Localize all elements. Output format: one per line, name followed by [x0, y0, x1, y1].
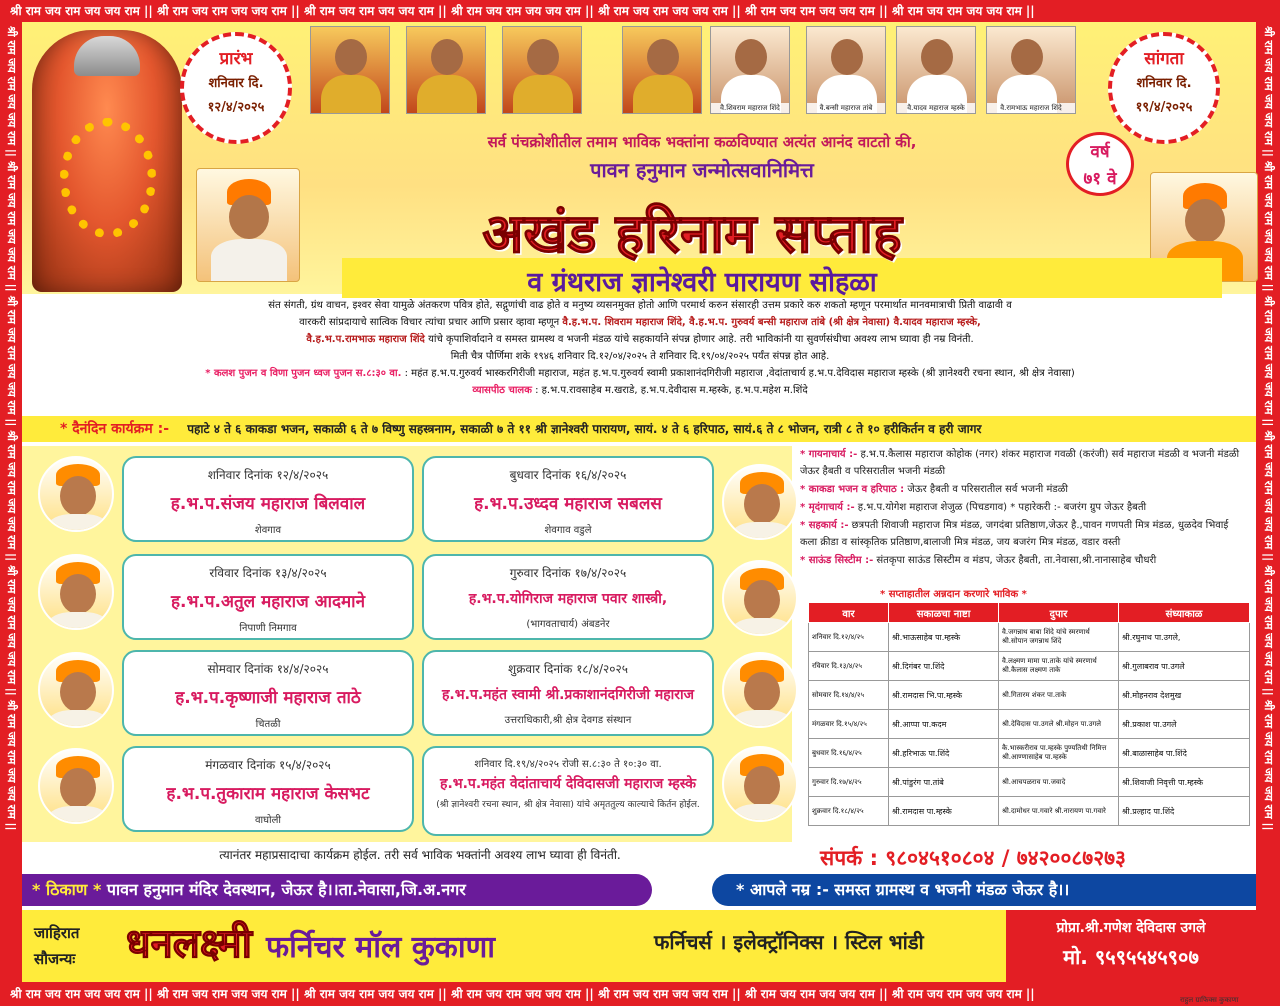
venue-label: * ठिकाण * [32, 880, 102, 899]
border-text: श्री राम जय राम जय जय राम || [10, 4, 153, 18]
start-label: प्रारंभ [219, 49, 253, 69]
donor-table [808, 602, 1250, 826]
schedule-card: सोमवार दिनांक १४/४/२०२५ ह.भ.प.कृष्णाजी महाराज ताठे चितळी [122, 650, 414, 736]
saint-photo: वै.यादव महाराज म्हस्के [896, 26, 976, 114]
border-text: श्री राम जय राम जय जय राम || [891, 4, 1035, 18]
info-row: * काकडा भजन व हरिपाठ : जेऊर हैबती व परिसरातील सर्व भजनी मंडळी [800, 484, 1068, 495]
intro-text: सर्व पंचक्रोशीतील तमाम भाविक भक्तांना कळविण्यात अत्यंत आनंद वाटतो की, [487, 133, 917, 151]
border-text: श्री राम जय राम जय जय राम || [450, 4, 594, 18]
border-text: श्री राम जय राम जय जय राम || [303, 987, 447, 1001]
business-products: फर्निचर्स । इलेक्ट्रॉनिक्स । स्टिल भांडी [654, 930, 924, 954]
designer-credit: राहुल ग्राफिक्स कुकाणा [1180, 996, 1239, 1004]
desc-line: * कलश पुजन व विणा पुजन ध्वज पुजन स.८:३० वा. : महंत ह.भ.प.गुरुवर्य भास्करगिरीजी महाराज, महंत ह.भ.प.गुरुवर्य स्वामी प्रकाशानंदगिरीजी महाराज ,वेदांताचार्य ह.भ.प.देविदास महाराज म्हस्के (श्री ज्ञानेश्वरी रचना स्थान, श्री क्षेत्र नेवासा) [205, 368, 1075, 379]
border-text: श्री राम जय राम जय जय राम || [10, 987, 153, 1001]
saint-photo [406, 26, 486, 114]
desc-line: व्यासपीठ चालक : ह.भ.प.रावसाहेब म.खराडे, ह.भ.प.देवीदास म.म्हस्के, ह.भ.प.महेश म.शिंदे [472, 385, 808, 396]
start-day: शनिवार दि. [208, 76, 264, 91]
speaker-photo [722, 652, 798, 728]
sponsor-label: जाहिरात सौजन्यः [34, 924, 80, 968]
maharaj-portrait [196, 168, 300, 282]
saint-photo: वै.बन्सी महाराज तांबे [806, 26, 886, 114]
speaker-photo [722, 560, 798, 636]
table-row: बुधवार दि.१६/४/२५ श्री.हरिभाऊ पा.शिंदे कै.भास्करीराव पा.म्हस्के पुण्यतिथी निमित्त श्री.आण्णासाहेब पा.म्हस्के श्री.बाळासाहेब पा.शिंदे [809, 739, 1250, 768]
organizers-banner: * आपले नम्र :- समस्त ग्रामस्थ व भजनी मंडळ जेऊर है।। [712, 874, 1256, 906]
desc-line: संत संगती, ग्रंथ वाचन, इश्वर सेवा यामुळे अंतकरण पवित्र होते, सद्गुणांची वाढ होते व मनुष्य व्यसनमुक्त होतो आणि परमार्थ करुन संसारही उत्तम प्रकारे करु शकतो म्हणून परमार्थात मानवमात्राची प्रिती वाढावी व [268, 300, 1012, 311]
column-header: दुपार [999, 603, 1119, 623]
start-date: १२/४/२०२५ [207, 100, 265, 115]
year-label: वर्ष [1090, 142, 1110, 162]
speaker-photo [722, 746, 798, 822]
schedule-card: शुक्रवार दिनांक १८/४/२०२५ ह.भ.प.महंत स्वामी श्री.प्रकाशानंदगिरीजी महाराज उत्तराधिकारी,श्री क्षेत्र देवगड संस्थान [422, 650, 714, 736]
business-subname: फर्निचर मॉल कुकाणा [265, 930, 496, 965]
daily-program-band [22, 416, 1256, 442]
business-name: धनलक्ष्मी फर्निचर मॉल कुकाणा [126, 920, 496, 967]
border-text: श्री राम जय राम जय जय राम || [744, 987, 888, 1001]
border-bottom [0, 982, 1280, 1006]
table-row: गुरुवार दि.१७/४/२५ श्री.पांडुरंग पा.तांबे श्री.आचपळराव पा.जवादे श्री.शिवाजी निवृत्ती पा.म्हस्के [809, 768, 1250, 797]
venue-text: पावन हनुमान मंदिर देवस्थान, जेऊर है।।ता.नेवासा,जि.अ.नगर [106, 880, 466, 899]
schedule-card: शनिवार दि.१९/४/२०२५ रोजी स.८:३० ते १०:३० वा. ह.भ.प.महंत वेदांताचार्य देविदासजी महाराज म्हस्के (श्री ज्ञानेश्वरी रचना स्थान, श्री क्षेत्र नेवासा) यांचे अमृततुल्य काल्याचे किर्तन होईल. [422, 746, 714, 836]
border-text: श्री राम जय राम जय जय राम || श्री राम जय राम जय जय राम || श्री राम जय राम जय जय राम || श्री राम जय राम जय जय राम || श्री राम जय राम जय जय राम || श्री राम जय राम जय जय राम || [1262, 26, 1275, 831]
venue-banner [22, 874, 652, 906]
daily-text: पहाटे ४ ते ६ काकडा भजन, सकाळी ६ ते ७ विष्णु सहस्त्रनाम, सकाळी ७ ते ११ श्री ज्ञानेश्वरी पारायण, सायं. ४ ते ६ हरिपाठ, सायं.६ ते ८ भोजन, रात्री ८ ते १० हरीकिर्तन व हरी जागर [187, 422, 982, 436]
column-header: संध्याकाळ [1119, 603, 1250, 623]
table-header-row [809, 603, 1250, 623]
schedule-card: बुधवार दिनांक १६/४/२०२५ ह.भ.प.उध्दव महाराज सबलस शेवगाव वडुले [422, 456, 714, 542]
main-title: अखंड हरिनाम सप्ताह [482, 201, 902, 265]
table-row: रविवार दि.१३/४/२५ श्री.दिगंबर पा.शिंदे वै.लक्ष्मण मामा पा.ताके यांचे स्मरणार्थ श्री.कैलास लक्ष्मण ताके श्री.गुलाबराव पा.उगले [809, 652, 1250, 681]
speaker-photo [38, 456, 114, 532]
border-text: श्री राम जय राम जय जय राम || [891, 987, 1035, 1001]
column-header: वार [809, 603, 889, 623]
saint-photo: वै.रामभाऊ महाराज शिंदे [986, 26, 1076, 114]
border-text: श्री राम जय राम जय जय राम || श्री राम जय राम जय जय राम || श्री राम जय राम जय जय राम || श्री राम जय राम जय जय राम || श्री राम जय राम जय जय राम || श्री राम जय राम जय जय राम || [5, 26, 18, 831]
end-date-badge [1108, 32, 1220, 144]
saints-photo-strip [310, 26, 1100, 116]
border-text: श्री राम जय राम जय जय राम || [597, 4, 741, 18]
crown-shape [74, 36, 140, 76]
info-row: * साऊंड सिस्टीम :- संतकृपा साऊंड सिस्टीम व मंडप, जेऊर हैबती, ता.नेवासा,श्री.नानासाहेब चौधरी [800, 555, 1157, 566]
proprietor-mobile: मो. ९५९५५४५९०७ [1063, 945, 1199, 969]
header-panel [22, 22, 1256, 298]
table-row: शनिवार दि.१२/४/२५ श्री.भाऊसाहेब पा.म्हस्के वै.जगन्नाथ बाबा शिंदे यांचे स्मरणार्थ श्री.सोपान जगन्नाथ शिंदे श्री.रघुनाथ पा.उगले, [809, 623, 1250, 652]
speaker-photo [38, 748, 114, 824]
table-row: शुक्रवार दि.१८/४/२५ श्री.रामदास पा.म्हस्के श्री.दामोधर पा.गवारे श्री.नारायण पा.गवारे श्री.प्रल्हाद पा.शिंदे [809, 797, 1250, 826]
kirtan-schedule [22, 446, 792, 842]
border-text: श्री राम जय राम जय जय राम || [450, 987, 594, 1001]
info-row: * सहकार्य :- छत्रपती शिवाजी महाराज मित्र मंडळ, जगदंबा प्रतिष्ठाण,जेऊर है.,पावन गणपती मित्र मंडळ, धुळदेव भिवाई कला क्रीडा व सांस्कृतिक प्रतिष्ठाण,बालाजी मित्र मंडळ, जय बजरंग मित्र मंडळ, वडार वस्ती [800, 520, 1229, 548]
speaker-photo [722, 464, 798, 540]
info-row: * मृदंगाचार्य :- ह.भ.प.योगेश महाराज शेजुळ (पिचडगाव) * पहारेकरी :- बजरंग ग्रुप जेऊर हैबती [800, 502, 1147, 513]
proprietor-box [1006, 910, 1256, 982]
info-list [800, 446, 1248, 570]
occasion-text: पावन हनुमान जन्मोत्सवानिमित्त [590, 158, 814, 182]
info-row: * गायनाचार्य :- ह.भ.प.कैलास महाराज कोहोक (नगर) शंकर महाराज गवळी (करंजी) सर्व महाराज मंडळी व भजनी मंडळी जेऊर हैबती व परिसरातील भजनी मंडळी [800, 449, 1240, 477]
border-text: श्री राम जय राम जय जय राम || [744, 4, 888, 18]
closing-note: त्यानंतर महाप्रसादाचा कार्यक्रम होईल. तरी सर्व भाविक भक्तांनी अवश्य लाभ घ्यावा ही विनंती. [219, 848, 621, 862]
border-text: श्री राम जय राम जय जय राम || [303, 4, 447, 18]
contact-numbers: संपर्क : ९८०४५१०८०४ / ७४२००८७२७३ [820, 846, 1126, 870]
border-top [0, 0, 1280, 22]
schedule-card: शनिवार दिनांक १२/४/२०२५ ह.भ.प.संजय महाराज बिलवाल शेवगाव [122, 456, 414, 542]
table-row: मंगळवार दि.१५/४/२५ श्री.आप्पा पा.कदम श्री.देविदास पा.उगले श्री.मोहन पा.उगले श्री.प्रकाश पा.उगले [809, 710, 1250, 739]
saint-photo: वै.शिवराम महाराज शिंदे [710, 26, 790, 114]
start-date-badge [180, 32, 292, 144]
year-badge [1066, 132, 1134, 196]
speaker-photo [38, 554, 114, 630]
year-value: ७१ वे [1083, 169, 1117, 189]
desc-line: वै.ह.भ.प.रामभाऊ महाराज शिंदे यांचे कृपाशिर्वादाने व समस्त ग्रामस्थ व भजनी मंडळ यांचे सहकार्याने संपन्न होणार आहे. तरी भाविकांनी या सुवर्णसंधीचा अवश्य लाभ घ्यावा ही नम्र विनंती. [306, 334, 974, 345]
end-label: सांगता [1144, 49, 1184, 69]
border-left [0, 22, 22, 982]
column-header: सकाळचा नाष्टा [889, 603, 999, 623]
hanuman-idol-image [32, 30, 182, 292]
border-text: श्री राम जय राम जय जय राम || [156, 987, 300, 1001]
schedule-card: गुरुवार दिनांक १७/४/२०२५ ह.भ.प.योगिराज महाराज पवार शास्त्री, (भागवताचार्य) अंबडनेर [422, 554, 714, 640]
sponsor-footer [22, 910, 1256, 982]
daily-label: * दैनंदिन कार्यक्रम :- [60, 421, 170, 437]
desc-line: मिती चैत्र पौर्णिमा शके १९४६ शनिवार दि.१२/०४/२०२५ ते शनिवार दि.१९/०४/२०२५ पर्यंत संपन्न होत आहे. [450, 351, 830, 362]
speaker-photo [38, 652, 114, 728]
saint-photo [502, 26, 582, 114]
table-row: सोमवार दि.१४/४/२५ श्री.रामदास भि.पा.म्हस्के श्री.गितारम शंकर पा.ताके श्री.मोहनराव देशमुख [809, 681, 1250, 710]
border-text: श्री राम जय राम जय जय राम || [597, 987, 741, 1001]
schedule-card: मंगळवार दिनांक १५/४/२०२५ ह.भ.प.तुकाराम महाराज केसभट वाघोली [122, 746, 414, 832]
garland-shape [60, 118, 156, 238]
end-date: १९/४/२०२५ [1135, 100, 1193, 115]
schedule-card: रविवार दिनांक १३/४/२०२५ ह.भ.प.अतुल महाराज आदमाने निपाणी निमगाव [122, 554, 414, 640]
subtitle: व ग्रंथराज ज्ञानेश्वरी पारायण सोहळा [527, 267, 877, 298]
donor-table-title: * सप्ताहातील अन्नदान करणारे भाविक * [880, 589, 1027, 600]
border-text: श्री राम जय राम जय जय राम || [156, 4, 300, 18]
end-day: शनिवार दि. [1136, 76, 1192, 91]
description-block [32, 297, 1248, 399]
saint-photo [622, 26, 702, 114]
border-right [1256, 22, 1280, 982]
proprietor-name: प्रोप्रा.श्री.गणेश देविदास उगले [1056, 920, 1206, 936]
saint-photo [310, 26, 390, 114]
desc-line: वारकरी सांप्रदायाचे सात्विक विचार त्यांचा प्रचार आणि प्रसार व्हावा म्हणून वै.ह.भ.प. शिवराम महाराज शिंदे, वै.ह.भ.प. गुरुवर्य बन्सी महाराज तांबे (श्री क्षेत्र नेवासा) वै.यादव महाराज म्हस्के, [299, 317, 981, 328]
